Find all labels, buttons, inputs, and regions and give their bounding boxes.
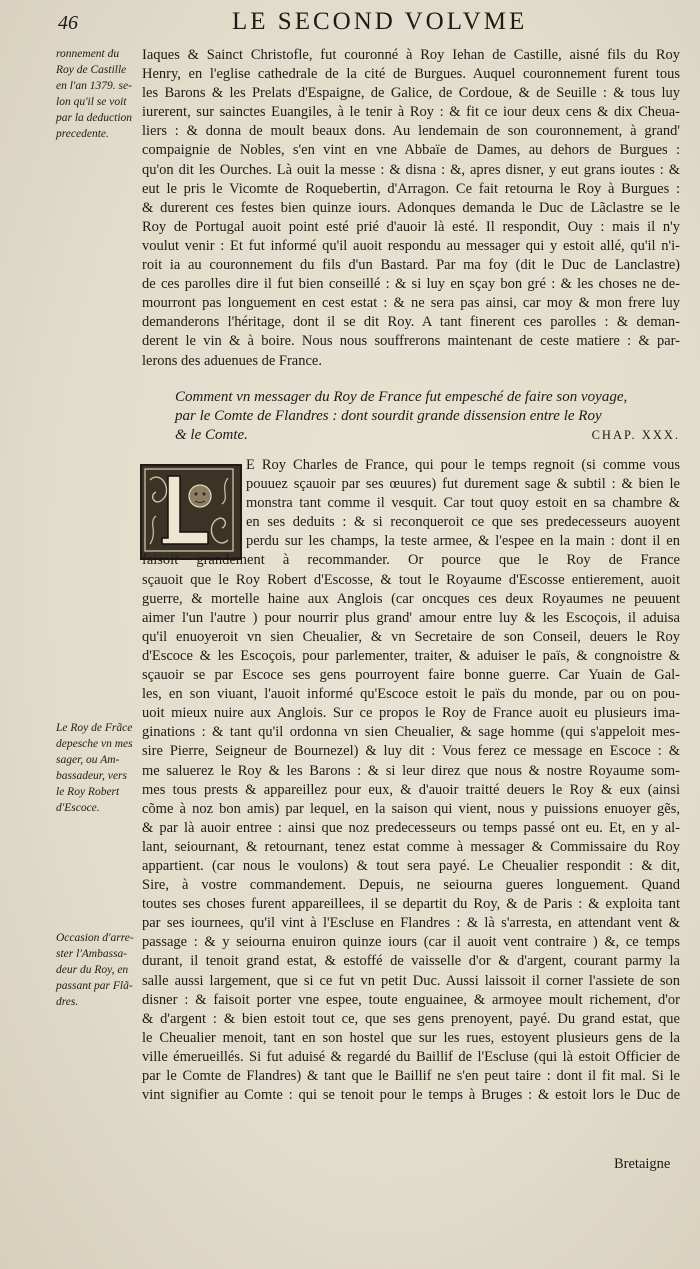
margin-note-line: deur du Roy, en	[56, 964, 129, 976]
margin-note-line: le Roy Robert	[56, 786, 120, 798]
text-line: Henry, en l'eglise cathedrale de la cité de Burgues. Auquel couronnement furent tous	[142, 66, 680, 83]
chapter-number: CHAP. XXX.	[591, 428, 680, 442]
text-line: le Cheualier menoit, tant en son hostel que sur les rues, estoyent plusieurs gens de la	[142, 1029, 680, 1046]
text-line: liers : & donna de moult beaux dons. Au lendemain de son couronnement, à grand'	[142, 123, 680, 140]
margin-note-coronation	[56, 46, 138, 142]
text-line: passage : & y seiourna enuiron quinze iours (car il auoit vent contraire ) &, ce temps	[142, 934, 680, 951]
text-line: disner : & faisoit porter vne espee, toute enguainee, & armoyee moult richement, d'or	[142, 991, 680, 1008]
chapter-heading-line: par le Comte de Flandres : dont sourdit grande dissension entre le Roy	[175, 408, 602, 424]
text-line: monstra tant comme il vesquit. Car tout quoy estoit en sa chambre &	[246, 495, 680, 512]
margin-note-line: sager, ou Am-	[56, 754, 120, 766]
text-line: toutes ses choses furent appareillees, il se departit du Roy, & de Paris : & exploita tant	[142, 896, 680, 913]
text-line: eut le pris le Vicomte de Roquebertin, d'Arragon. Ce fait retourna le Roy à Burgues :	[142, 180, 680, 197]
text-line: Iaques & Sainct Christofle, fut couronné à Roy Iehan de Castille, aisné fils du Roy	[142, 47, 680, 63]
text-line: pouuez sçauoir par ses œuures) fut durement sage & subtil : & bien le	[246, 476, 680, 493]
text-line: Roy de Portugal auoit point esté prié d'auoir là esté. Il respondit, Ouy : mais il n'y	[142, 218, 680, 235]
margin-note-line: dres.	[56, 996, 79, 1008]
text-line: roit ia au couronnement du fils d'un Bastard. Par ma foy (dit le Duc de Lanclastre)	[142, 257, 680, 274]
margin-note-line: ronnement du	[56, 48, 120, 60]
margin-note-line: Roy de Castille	[56, 64, 127, 76]
margin-note-ambassador	[56, 720, 138, 816]
chapter-heading	[175, 388, 680, 445]
text-line: qu'on dit les Ourches. Là ouit la messe : & disna : &, apres disner, y eut grans ioutes : &	[142, 161, 680, 178]
margin-note-line: bassadeur, vers	[56, 770, 127, 782]
margin-note-line: depesche vn mes	[56, 738, 133, 750]
text-line: par ses iournees, qu'il vint à l'Escluse en Flandres : & là s'arresta, en attendant vent &	[142, 915, 680, 932]
text-line: ville émerueillés. Si fut aduisé & regardé du Baillif de l'Escluse (qui là estoit Officier de	[142, 1048, 680, 1065]
text-line: salle aussi largement, que si ce fut vn petit Duc. Aussi laissoit il corner l'assiete de son	[142, 972, 680, 989]
text-line: sire Pierre, Seigneur de Bournezel) & luy dit : Vous ferez ce message en Escoce : &	[142, 743, 680, 760]
text-line: lant, seiournant, & retournant, tenez estat comme à messager & Commissaire du Roy	[142, 838, 680, 855]
text-line: cõme à noz bon amis) par lequel, en la saison qui vient, nous y puissions enuoyer gẽs,	[142, 800, 680, 817]
text-line: de ces parolles dire il fut bien conseillé : & si luy en sçay bon gré : & les choses ne de-	[142, 276, 680, 293]
text-line: mes tous prests & appareillez pour eux, & d'auoir traitté deuers le Roy & eux (ainsi	[142, 781, 680, 798]
page-number: 46	[58, 12, 78, 34]
text-line: derent le vin & à boire. Nous nous souffrerons maintenant de ceste matiere : & par-	[142, 333, 680, 350]
text-line: par le Comte de Flandres) & tant que le Baillif ne s'en peut taire : dont il fit mal. Si le	[142, 1068, 680, 1084]
upper-text-block	[142, 46, 680, 371]
margin-note-line: passant par Flã-	[56, 980, 133, 992]
text-line: aimer l'un l'autre ) pour nourrir plus grand' amour entre luy & les Escoçois, il aduisa	[142, 609, 680, 626]
catchword: Bretaigne	[614, 1156, 671, 1172]
text-line: sçauoit que le Roy Robert d'Escosse, & tout le Royaume d'Escosse entierement, auoit	[142, 571, 680, 588]
text-line: me saluerez le Roy & les Barons : & si leur direz que nous & nostre Royaume som-	[142, 762, 680, 779]
margin-note-line: Occasion d'arre-	[56, 932, 134, 944]
text-line: demanderons l'héritage, dont il se dit Roy. A tant finerent ces parolles : & deman-	[142, 314, 680, 331]
chapter-text-block	[142, 456, 680, 1105]
text-line: voulut venir : Et fut informé qu'il auoit respondu au messager qui y estoit allé, qu'il n'i-	[142, 237, 680, 254]
text-line: lerons des aduenues de France.	[142, 352, 322, 369]
text-line: E Roy Charles de France, qui pour le temps regnoit (si comme vous	[246, 457, 680, 473]
text-line: appartient. (car nous le voulons) & tout sera payé. Le Cheualier respondit : & dit,	[142, 857, 680, 874]
text-line: perdu sur les champs, la teste armee, & l'espee en la main : dont il en	[246, 533, 680, 550]
margin-note-line: par la deduction	[56, 112, 133, 124]
text-line: faisoit grandement à recommander. Or pource que le Roy de France	[142, 552, 680, 569]
chapter-heading-line: & le Comte.	[175, 427, 248, 443]
text-line: mourront pas longuement en cest estat : & ne sera pas ainsi, car moy & mon frere luy	[142, 295, 680, 312]
text-line: durant, il tenoit grand estat, & estoffé de vaisselle d'or & d'argent, courant parmy la	[142, 953, 680, 970]
margin-note-line: ster l'Ambassa-	[56, 948, 128, 960]
text-line: uoit mieux nuire aux Anglois. Sur ce propos le Roy de France auoit eu plusieurs ima-	[142, 705, 680, 722]
text-line: ginations : & tant qu'il ordonna vn sien Cheualier, & sage homme (qui s'appeloit mes-	[142, 724, 680, 741]
running-head: LE SECOND VOLVME	[232, 8, 528, 35]
text-line: vint signifier au Comte : qui se tenoit pour le temps à Bruges : & estoit lors le Duc de	[142, 1087, 680, 1104]
text-line: & durerent ces festes bien quinze iours. Adonques demanda le Duc de Lãclastre se le	[142, 199, 680, 216]
margin-note-line: Le Roy de Frãce	[56, 722, 133, 734]
text-line: Sire, à vostre commandement. Depuis, ne seiourna gueres longuement. Quand	[142, 877, 680, 894]
text-line: en ses deduits : & si reconqueroit ce que ses predecesseurs auoyent	[246, 514, 680, 531]
text-line: guerre, & mortelle haine aux Anglois (car oncques ces deux Royaumes ne peuuent	[142, 590, 680, 607]
margin-note-line: precedente.	[56, 128, 109, 140]
text-line: qu'il enuoyeroit vn sien Cheualier, & vn Secretaire de son Conseil, deuers le Roy	[142, 628, 680, 645]
text-line: compaignie de Nobles, s'en vint en vne Abbaïe de Dames, au dehors de Burgues :	[142, 142, 680, 159]
text-line: d'Escoce & les Escoçois, pour parlementer, traiter, & aduiser le païs, & congnoistre &	[142, 647, 680, 664]
margin-note-line: lon qu'il se voit	[56, 96, 127, 108]
margin-note-arrest	[56, 930, 138, 1010]
text-line: & par là auoir entree : ainsi que noz predecesseurs ou temps passé ont eu. Et, en y al-	[142, 819, 680, 836]
chapter-heading-line: Comment vn messager du Roy de France fut empesché de faire son voyage,	[175, 389, 628, 405]
text-line: & d'argent : & bien estoit tout ce, que ses gens prenoyent, payé. Du grand estat, que	[142, 1010, 680, 1027]
text-line: sçauoir se par Escoce ses gens pourroyent faire bonne guerre. Car Yuain de Gal-	[142, 667, 680, 684]
text-line: iurerent, sur sainctes Euangiles, à le tenir à Roy : & fit ce iour deux cens & dix Cheua-	[142, 104, 680, 121]
margin-note-line: d'Escoce.	[56, 802, 100, 814]
text-line: les, en son viuant, l'auoit informé qu'Escoce estoit le païs du monde, par ou on pou-	[142, 686, 680, 703]
margin-note-line: en l'an 1379. se-	[56, 80, 132, 92]
text-line: les Barons & les Prelats d'Espaigne, de Galice, de Cordoue, & de Seuille : & tous luy	[142, 85, 680, 102]
